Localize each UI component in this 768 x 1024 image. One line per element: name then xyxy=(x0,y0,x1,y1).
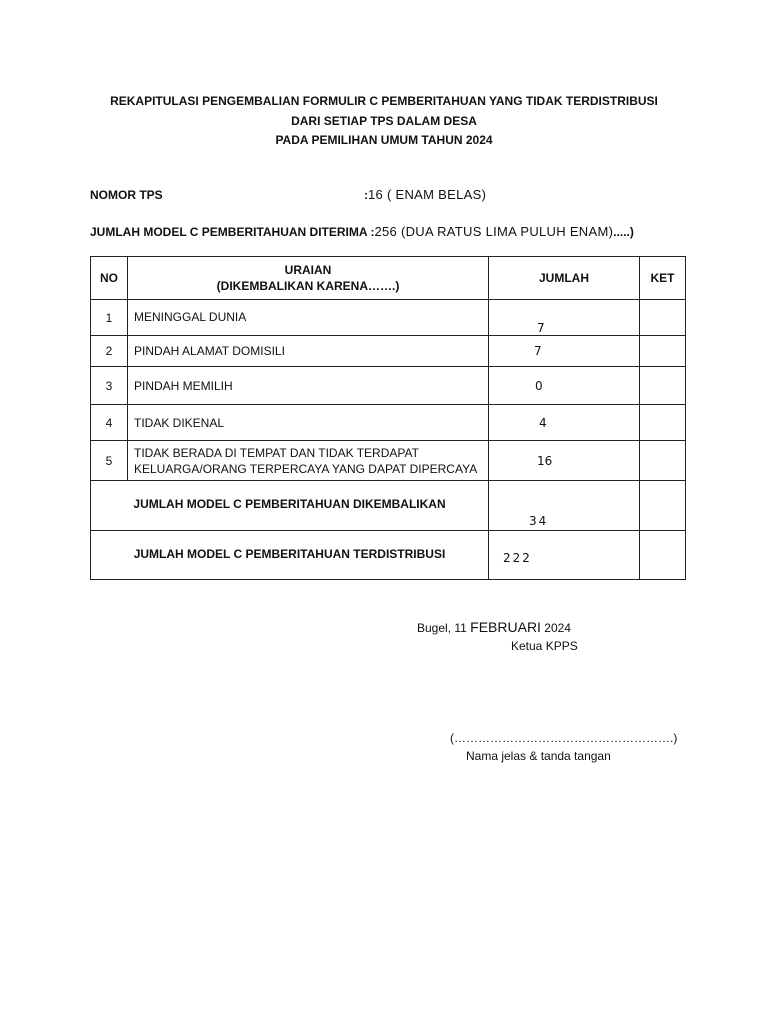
row-uraian: TIDAK DIKENAL xyxy=(128,405,489,441)
row-uraian-line1: TIDAK BERADA DI TEMPAT DAN TIDAK TERDAPAT xyxy=(134,445,419,460)
diterima-value: 256 (DUA RATUS LIMA PULUH ENAM) xyxy=(374,224,614,239)
row-no: 5 xyxy=(91,441,128,481)
summary-ket xyxy=(640,531,686,580)
row-jumlah: 0 xyxy=(489,367,640,405)
summary-jumlah: 222 xyxy=(489,531,640,580)
row-ket xyxy=(640,405,686,441)
document-title-line2: DARI SETIAP TPS DALAM DESA xyxy=(291,114,477,128)
row-jumlah: 7 xyxy=(489,336,640,367)
signature-year: 2024 xyxy=(540,621,571,635)
diterima-suffix: .....) xyxy=(613,225,634,239)
row-ket xyxy=(640,336,686,367)
signature-name-blank: (……………………………………………….) xyxy=(450,731,678,745)
row-jumlah: 4 xyxy=(489,405,640,441)
diterima-label: JUMLAH MODEL C PEMBERITAHUAN DITERIMA : xyxy=(90,225,375,239)
header-ket: KET xyxy=(640,257,686,300)
document-title-line1: REKAPITULASI PENGEMBALIAN FORMULIR C PEMBERITAHUAN YANG TIDAK TERDISTRIBUSI xyxy=(110,94,658,108)
table-row xyxy=(91,441,686,481)
signature-role: Ketua KPPS xyxy=(511,639,578,653)
summary-label: JUMLAH MODEL C PEMBERITAHUAN TERDISTRIBUSI xyxy=(91,531,489,580)
diterima-entry xyxy=(90,224,634,239)
summary-ket xyxy=(640,481,686,531)
nomor-tps-entry xyxy=(364,187,486,202)
table-row xyxy=(91,336,686,367)
row-ket xyxy=(640,441,686,481)
table-row xyxy=(91,367,686,405)
header-uraian-line1: URAIAN xyxy=(284,263,332,277)
summary-row-terdistribusi xyxy=(91,531,686,580)
row-no: 2 xyxy=(91,336,128,367)
row-no: 4 xyxy=(91,405,128,441)
row-no: 1 xyxy=(91,300,128,336)
row-ket xyxy=(640,367,686,405)
place-date-prefix: Bugel, 11 xyxy=(417,621,471,635)
row-uraian: MENINGGAL DUNIA xyxy=(128,300,489,336)
row-uraian: PINDAH MEMILIH xyxy=(128,367,489,405)
nomor-tps-label: NOMOR TPS xyxy=(90,188,163,202)
summary-jumlah: 34 xyxy=(489,481,640,531)
nomor-tps-colon: : xyxy=(364,188,368,202)
place-date xyxy=(417,619,571,635)
row-ket xyxy=(640,300,686,336)
table-header-row xyxy=(91,257,686,300)
row-jumlah: 7 xyxy=(489,300,640,336)
summary-label: JUMLAH MODEL C PEMBERITAHUAN DIKEMBALIKAN xyxy=(91,481,489,531)
row-uraian: PINDAH ALAMAT DOMISILI xyxy=(128,336,489,367)
header-no: NO xyxy=(91,257,128,300)
table-row xyxy=(91,405,686,441)
header-uraian-line2: (DIKEMBALIKAN KARENA…….) xyxy=(216,279,400,293)
header-jumlah: JUMLAH xyxy=(489,257,640,300)
row-uraian-line2: KELUARGA/ORANG TERPERCAYA YANG DAPAT DIPERCAYA xyxy=(134,461,478,476)
row-jumlah: 16 xyxy=(489,441,640,481)
signature-name-caption: Nama jelas & tanda tangan xyxy=(466,749,611,763)
rekap-table xyxy=(90,256,686,580)
document-title-line3: PADA PEMILIHAN UMUM TAHUN 2024 xyxy=(275,133,493,147)
row-no: 3 xyxy=(91,367,128,405)
header-uraian xyxy=(128,257,489,300)
nomor-tps-value: 16 ( ENAM BELAS) xyxy=(368,187,487,202)
signature-month: FEBRUARI xyxy=(470,619,541,635)
table-row xyxy=(91,300,686,336)
row-uraian xyxy=(128,441,489,481)
summary-row-dikembalikan xyxy=(91,481,686,531)
